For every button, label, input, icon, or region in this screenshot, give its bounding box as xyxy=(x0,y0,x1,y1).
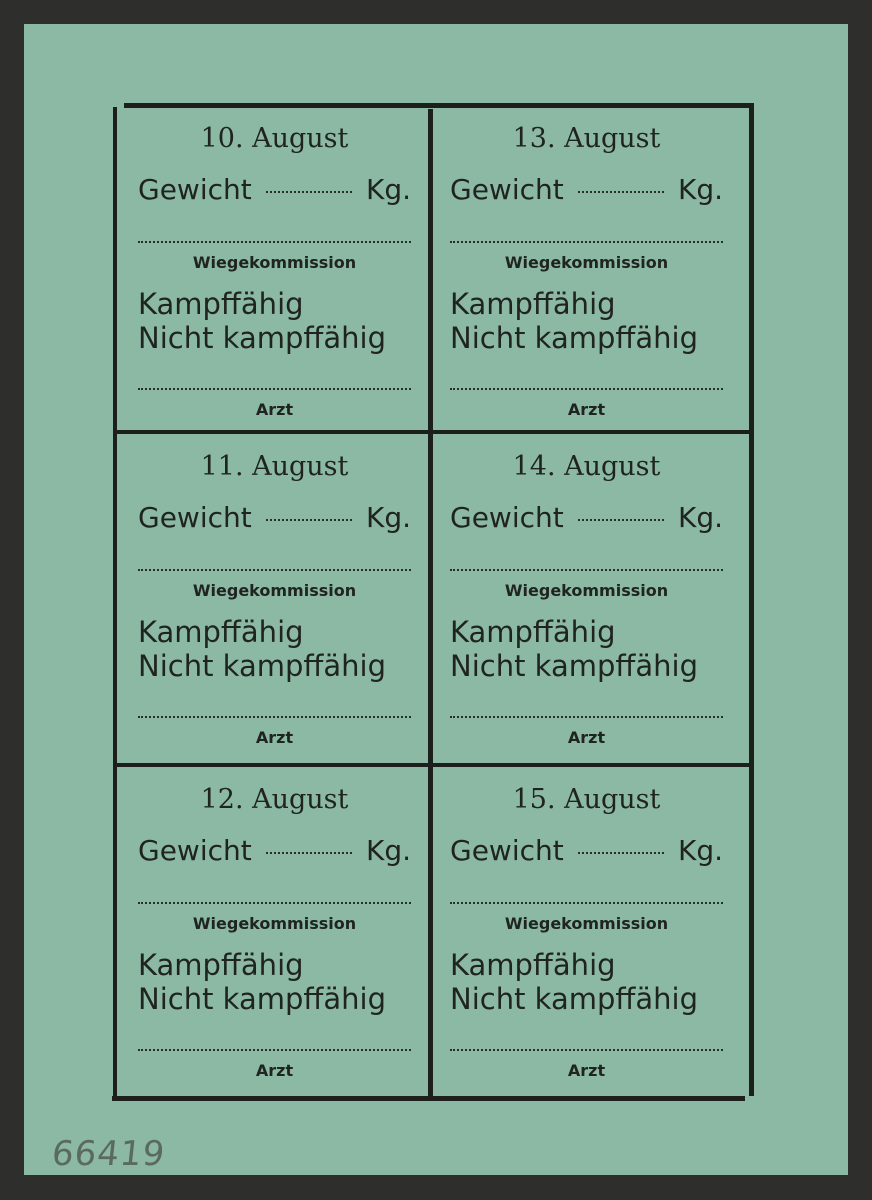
weight-label: Gewicht xyxy=(138,501,252,534)
weight-label: Gewicht xyxy=(138,173,252,206)
fit-label: Kampffähig xyxy=(138,948,304,982)
commission-label: Wiegekommission xyxy=(504,253,669,272)
doctor-label: Arzt xyxy=(567,1061,606,1080)
commission-label: Wiegekommission xyxy=(192,914,357,933)
rule-right xyxy=(749,103,754,1096)
weight-row xyxy=(450,173,723,206)
fit-label: Kampffähig xyxy=(450,287,616,321)
weight-blank xyxy=(578,851,664,854)
weight-blank xyxy=(578,190,664,193)
doctor-label: Arzt xyxy=(255,728,294,747)
card-date: 12. August xyxy=(200,784,349,815)
weight-label: Gewicht xyxy=(450,834,564,867)
weight-row xyxy=(450,834,723,867)
unfit-label: Nicht kampffähig xyxy=(138,982,386,1016)
doctor-label: Arzt xyxy=(255,1061,294,1080)
rule-top xyxy=(124,103,749,108)
document-sheet xyxy=(24,24,848,1175)
fit-label: Kampffähig xyxy=(450,615,616,649)
weight-unit: Kg. xyxy=(365,173,411,206)
unfit-label: Nicht kampffähig xyxy=(450,649,698,683)
commission-signature-line xyxy=(138,569,411,571)
doctor-label: Arzt xyxy=(255,400,294,419)
weight-unit: Kg. xyxy=(677,834,723,867)
rule-left xyxy=(113,107,117,1099)
weight-label: Gewicht xyxy=(138,834,252,867)
card-date: 11. August xyxy=(200,451,349,482)
doctor-signature-line xyxy=(450,1049,723,1051)
rule-row-2 xyxy=(117,763,749,767)
weight-unit: Kg. xyxy=(677,173,723,206)
archive-number: 66419 xyxy=(49,1134,168,1174)
rule-center xyxy=(428,109,433,1097)
doctor-signature-line xyxy=(138,1049,411,1051)
unfit-label: Nicht kampffähig xyxy=(138,649,386,683)
weight-unit: Kg. xyxy=(365,501,411,534)
weight-blank xyxy=(266,190,352,193)
weight-blank xyxy=(578,518,664,521)
doctor-signature-line xyxy=(138,716,411,718)
weight-row xyxy=(138,173,411,206)
fitness-options xyxy=(450,287,698,355)
doctor-signature-line xyxy=(450,716,723,718)
doctor-signature-line xyxy=(138,388,411,390)
unfit-label: Nicht kampffähig xyxy=(450,982,698,1016)
weigh-in-card xyxy=(434,437,739,762)
commission-label: Wiegekommission xyxy=(504,581,669,600)
weigh-in-card xyxy=(122,437,427,762)
fitness-options xyxy=(138,287,386,355)
fit-label: Kampffähig xyxy=(450,948,616,982)
fit-label: Kampffähig xyxy=(138,287,304,321)
weight-row xyxy=(138,834,411,867)
commission-signature-line xyxy=(138,241,411,243)
fit-label: Kampffähig xyxy=(138,615,304,649)
commission-signature-line xyxy=(138,902,411,904)
fitness-options xyxy=(450,948,698,1016)
weight-row xyxy=(450,501,723,534)
card-date: 10. August xyxy=(200,123,349,154)
card-date: 14. August xyxy=(512,451,661,482)
weight-label: Gewicht xyxy=(450,173,564,206)
weight-blank xyxy=(266,851,352,854)
doctor-signature-line xyxy=(450,388,723,390)
commission-label: Wiegekommission xyxy=(504,914,669,933)
fitness-options xyxy=(450,615,698,683)
weight-blank xyxy=(266,518,352,521)
card-grid xyxy=(112,103,745,1101)
card-date: 15. August xyxy=(512,784,661,815)
weigh-in-card xyxy=(434,109,739,434)
weight-unit: Kg. xyxy=(365,834,411,867)
unfit-label: Nicht kampffähig xyxy=(450,321,698,355)
weight-unit: Kg. xyxy=(677,501,723,534)
commission-signature-line xyxy=(450,902,723,904)
commission-signature-line xyxy=(450,569,723,571)
card-date: 13. August xyxy=(512,123,661,154)
weigh-in-card xyxy=(122,770,427,1095)
weight-label: Gewicht xyxy=(450,501,564,534)
doctor-label: Arzt xyxy=(567,400,606,419)
weight-row xyxy=(138,501,411,534)
commission-label: Wiegekommission xyxy=(192,253,357,272)
fitness-options xyxy=(138,948,386,1016)
weigh-in-card xyxy=(122,109,427,434)
weigh-in-card xyxy=(434,770,739,1095)
commission-signature-line xyxy=(450,241,723,243)
fitness-options xyxy=(138,615,386,683)
commission-label: Wiegekommission xyxy=(192,581,357,600)
unfit-label: Nicht kampffähig xyxy=(138,321,386,355)
doctor-label: Arzt xyxy=(567,728,606,747)
